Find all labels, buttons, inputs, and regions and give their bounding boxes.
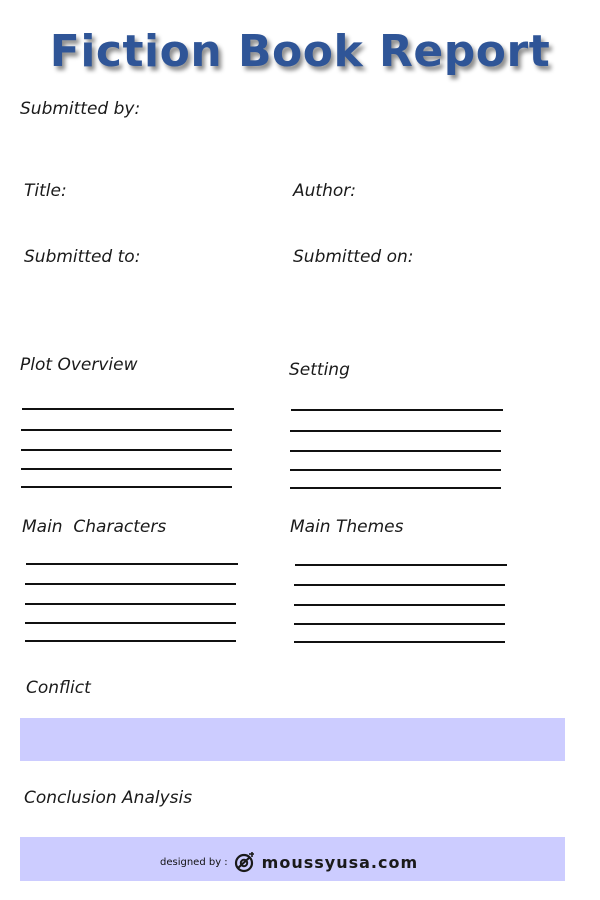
main-themes-line [294,604,505,606]
footer-credit [160,851,418,873]
main-themes-line [295,564,507,566]
main-characters-line [26,563,238,565]
plot-overview-line [21,429,232,431]
submitted-by-label: Submitted by: [20,99,141,119]
author-label: Author: [293,181,356,201]
plot-overview-heading: Plot Overview [20,355,138,375]
main-characters-line [25,603,236,605]
setting-heading: Setting [289,360,350,380]
moussyusa-logo-icon [234,851,256,873]
main-characters-heading: Main Characters [22,517,167,537]
setting-line [290,487,501,489]
main-themes-heading: Main Themes [290,517,404,537]
conclusion-analysis-heading: Conclusion Analysis [24,788,193,808]
main-themes-line [294,584,505,586]
main-characters-line [25,640,236,642]
conflict-heading: Conflict [26,678,91,698]
plot-overview-line [21,486,232,488]
conflict-band [20,718,565,761]
submitted-on-label: Submitted on: [293,247,414,267]
submitted-to-label: Submitted to: [24,247,141,267]
main-characters-line [25,583,236,585]
setting-line [290,450,501,452]
plot-overview-line [21,449,232,451]
setting-line [291,409,503,411]
plot-overview-line [21,468,232,470]
brand-name: moussyusa.com [261,852,419,872]
main-characters-line [25,622,236,624]
designed-by-label: designed by : [160,856,228,868]
setting-line [290,469,501,471]
main-themes-line [294,641,505,643]
report-title: Fiction Book Report [49,26,551,77]
main-themes-line [294,623,505,625]
setting-line [290,430,501,432]
title-label: Title: [24,181,67,201]
plot-overview-line [22,408,234,410]
